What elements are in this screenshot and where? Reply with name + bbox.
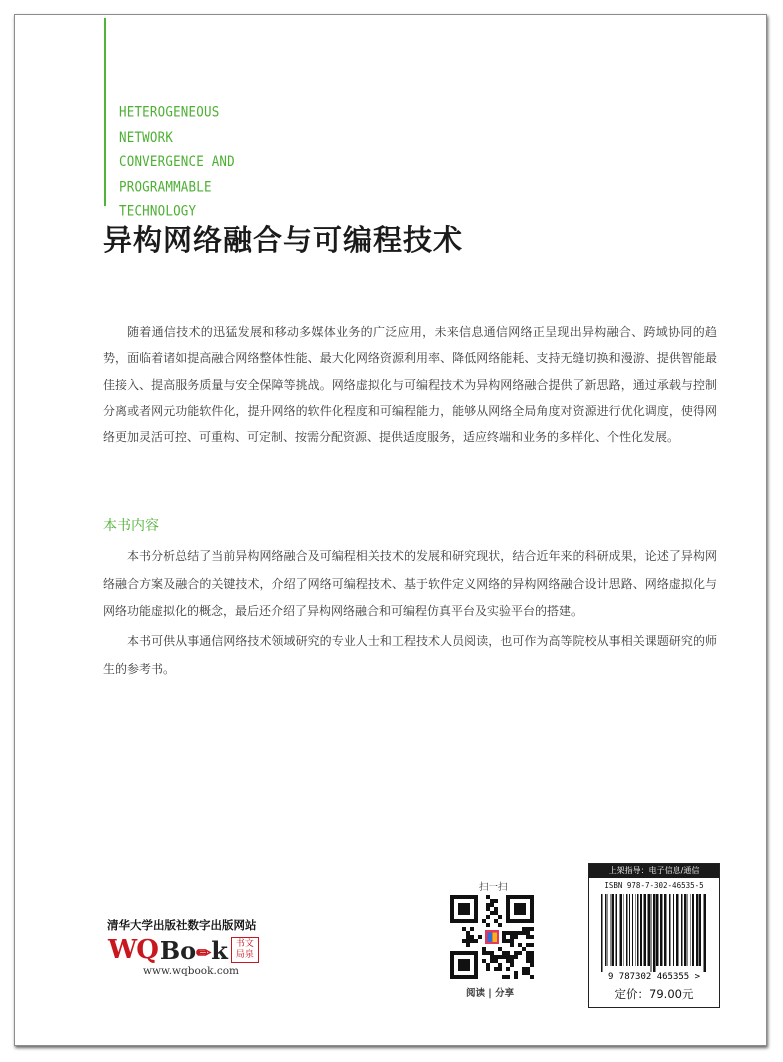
publisher-url[interactable]: www.wqbook.com: [143, 965, 239, 977]
content-paragraph-2: 本书可供从事通信网络技术领域研究的专业人士和工程技术人员阅读，也可作为高等院校从事相关课题研究的师生的参考书。: [103, 634, 717, 676]
content-paragraph-1: 本书分析总结了当前异构网络融合及可编程相关技术的发展和研究现状，结合近年来的科研成果，论述了异构网络融合方案及融合的关键技术，介绍了网络可编程技术、基于软件定义网络的异构网络融合设计思路、网络虚拟化与网络功能虚拟化的概念，最后还介绍了异构网络融合和可编程仿真平台及实验平台的搭建。: [103, 549, 717, 618]
shelving-category: 上架指导：电子信息/通信: [589, 864, 719, 878]
english-title-line: TECHNOLOGY: [119, 202, 197, 219]
english-title: [119, 100, 235, 224]
green-vertical-rule: [104, 18, 106, 206]
english-title-line: NETWORK: [119, 128, 174, 145]
publisher-logo: [108, 935, 259, 965]
isbn-text: ISBN 978-7-302-46535-5: [604, 881, 704, 890]
qr-code[interactable]: [450, 895, 534, 979]
intro-paragraph: 随着通信技术的迅猛发展和移动多媒体业务的广泛应用，未来信息通信网络正呈现出异构融合、跨域协同的趋势，面临着诸如提高融合网络整体性能、最大化网络资源利用率、降低网络能耗、支持无缝切换和漫游、提供智能最佳接入、提高服务质量与安全保障等挑战。网络虚拟化与可编程技术为异构网络融合提供了新思路，通过承载与控制分离或者网元功能软件化，提升网络的软件化程度和可编程能力，能够从网络全局角度对资源进行优化调度，使得网络更加灵活可控、可重构、可定制、按需分配资源、提供适度服务，适应终端和业务的多样化、个性化发展。: [103, 325, 717, 445]
english-title-line: PROGRAMMABLE: [119, 177, 212, 195]
qr-caption: 阅读 | 分享: [466, 988, 515, 999]
barcode-digits: 9 787302 465355 >: [607, 972, 701, 982]
english-title-line: HETEROGENEOUS: [119, 103, 220, 120]
qr-label: 扫一扫: [479, 882, 508, 893]
logo-wq: WQ: [108, 935, 158, 965]
logo-stamp: 书文局泉: [231, 937, 259, 963]
section-heading: 本书内容: [103, 518, 159, 534]
barcode-box: [588, 863, 720, 1008]
logo-book: Bo✏k: [159, 935, 228, 965]
price: 定价：79.00元: [614, 987, 694, 1001]
barcode: [595, 892, 713, 984]
english-title-line: CONVERGENCE AND: [119, 152, 235, 170]
publisher-name: 清华大学出版社数字出版网站: [107, 918, 257, 932]
chinese-title: 异构网络融合与可编程技术: [103, 223, 464, 257]
